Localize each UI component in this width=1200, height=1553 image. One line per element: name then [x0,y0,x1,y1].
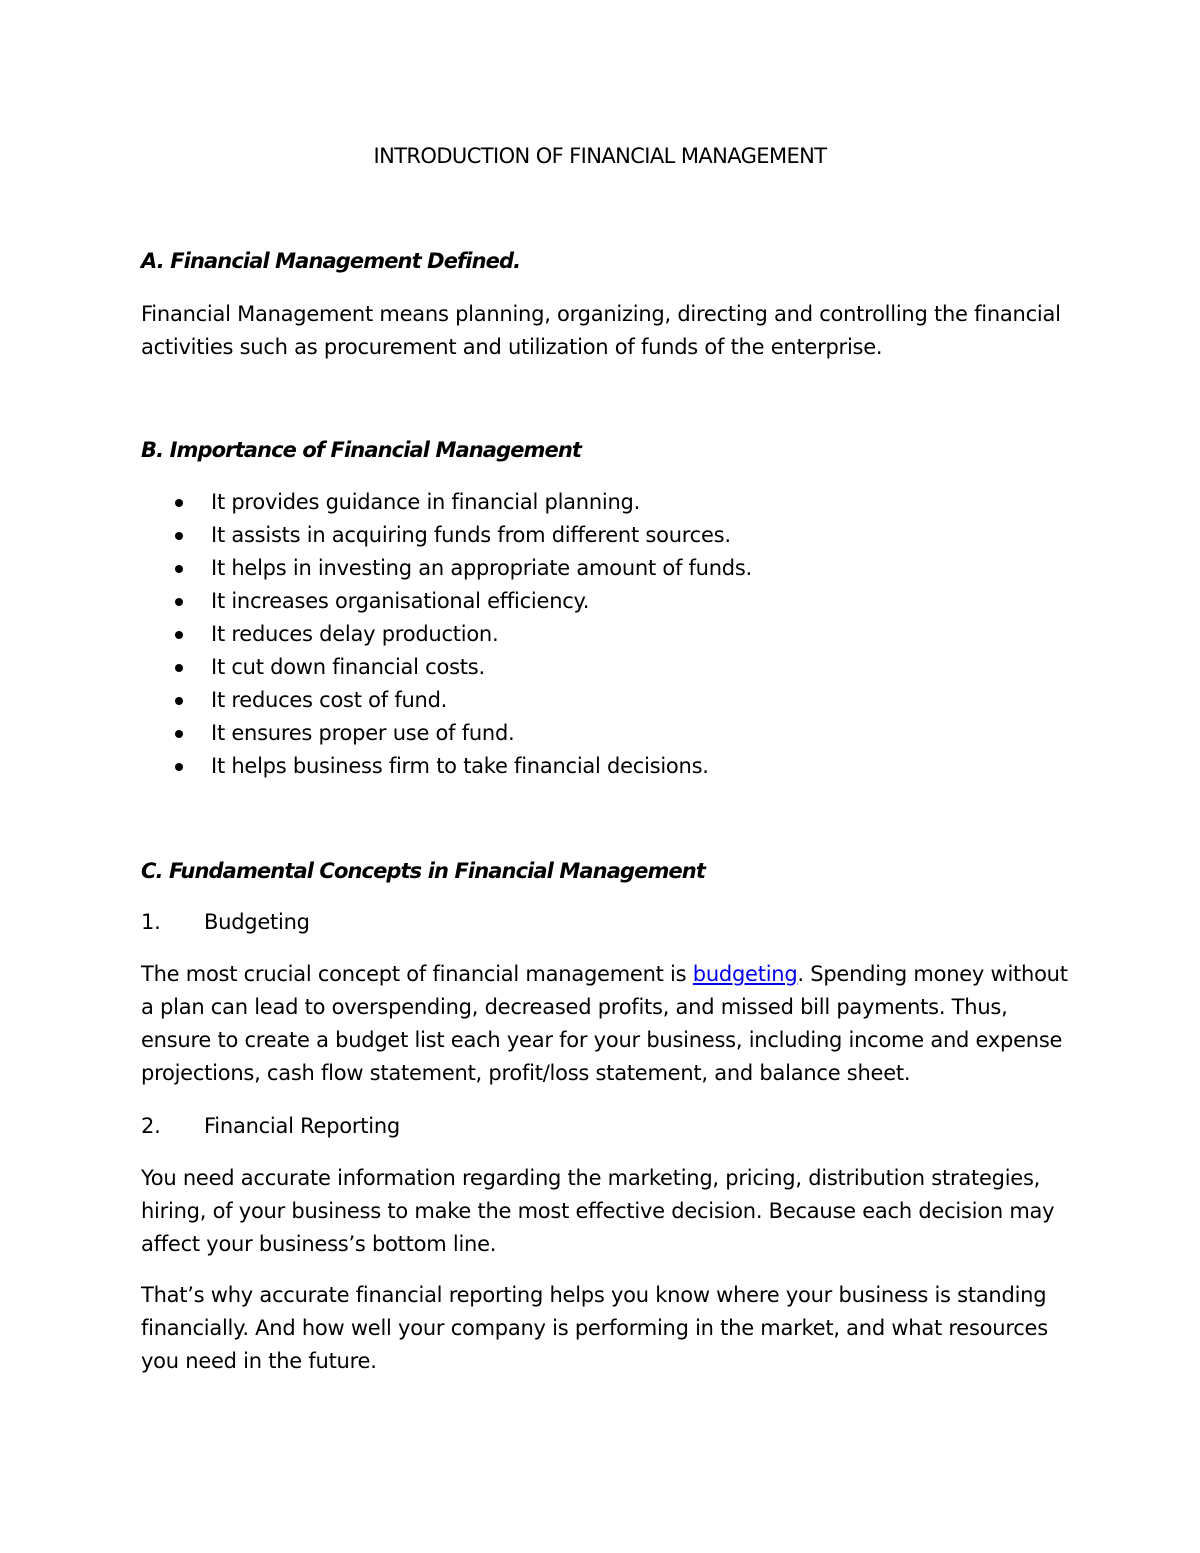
bullet-icon [175,598,183,606]
section-a-body: Financial Management means planning, organizing, directing and controlling the financial activities such as procurement and utilization of funds of the enterprise. [141,302,1061,359]
bullet-icon [175,565,183,573]
concept-1-title: Budgeting [204,910,310,934]
list-item: It provides guidance in financial planning. [141,486,752,519]
bullet-icon [175,532,183,540]
bullet-icon [175,730,183,738]
concept-1-label [141,906,310,939]
section-b-heading: B. Importance of Financial Management [141,438,582,462]
list-item: It helps business firm to take financial decisions. [141,750,752,783]
concept-2-title: Financial Reporting [204,1114,400,1138]
concept-2-number: 2. [141,1114,161,1138]
concept-1-body: The most crucial concept of financial management is budgeting. Spending money without a plan can lead to overspending, decreased profits, and missed bill payments. Thus, ensure to create a budget list each year for your business, including income and expense projections, cash flow statement, profit/loss statement, and balance sheet. [141,962,1068,1085]
bullet-icon [175,664,183,672]
list-item: It helps in investing an appropriate amount of funds. [141,552,752,585]
section-a-heading: A. Financial Management Defined. [141,249,521,273]
list-item: It assists in acquiring funds from different sources. [141,519,752,552]
bullet-icon [175,763,183,771]
bullet-icon [175,631,183,639]
bullet-icon [175,697,183,705]
document-title: INTRODUCTION OF FINANCIAL MANAGEMENT [373,144,827,168]
concept-2-body-1: You need accurate information regarding the marketing, pricing, distribution strategies, hiring, of your business to make the most effective decision. Because each decision may affect your business’s bottom line. [141,1166,1055,1256]
concept-2-label [141,1110,400,1143]
list-item: It reduces cost of fund. [141,684,752,717]
budgeting-link[interactable]: budgeting [692,962,798,986]
concept-2-body-2: That’s why accurate financial reporting helps you know where your business is standing financially. And how well your company is performing in the market, and what resources you need in the future. [141,1283,1048,1373]
list-item: It ensures proper use of fund. [141,717,752,750]
list-item: It cut down financial costs. [141,651,752,684]
list-item: It reduces delay production. [141,618,752,651]
concept-1-number: 1. [141,910,161,934]
section-c-heading: C. Fundamental Concepts in Financial Management [141,859,705,883]
bullet-icon [175,499,183,507]
importance-list [141,486,752,783]
list-item: It increases organisational efficiency. [141,585,752,618]
